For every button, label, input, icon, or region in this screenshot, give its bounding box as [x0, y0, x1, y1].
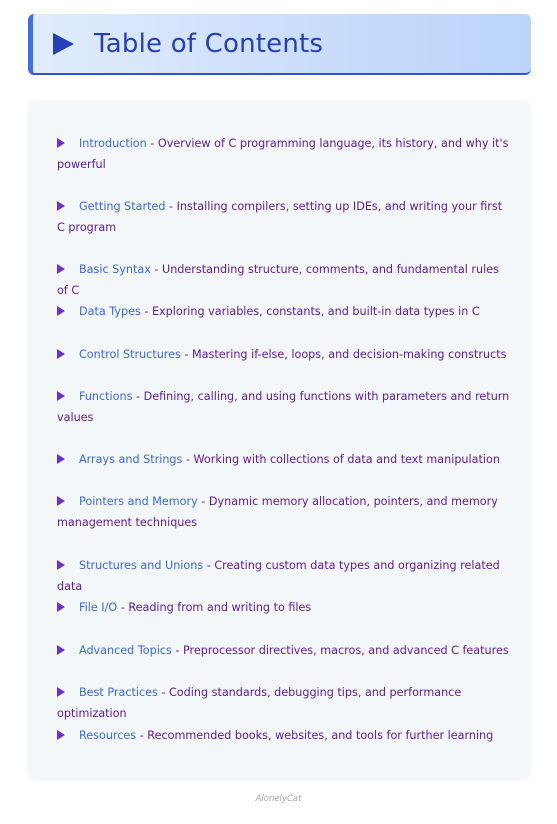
toc-link-basic-syntax[interactable]: Basic Syntax	[79, 263, 151, 276]
toc-item-control-structures	[57, 344, 512, 365]
triangle-right-icon	[57, 730, 65, 740]
toc-description: Exploring variables, constants, and built-in data types in C	[151, 305, 480, 318]
toc-separator: -	[117, 601, 129, 614]
triangle-right-icon	[57, 138, 65, 148]
toc-separator: -	[136, 729, 148, 742]
toc-description: Working with collections of data and text manipulation	[193, 453, 500, 466]
triangle-right-icon	[57, 687, 65, 697]
toc-panel	[28, 100, 531, 779]
toc-item-data-types	[57, 301, 512, 322]
toc-description: Recommended books, websites, and tools for further learning	[147, 729, 494, 742]
toc-separator: -	[165, 200, 177, 213]
footer-credit: AlonelyCat	[255, 794, 302, 804]
toc-link-control-structures[interactable]: Control Structures	[79, 348, 181, 361]
toc-description: Dynamic memory allocation, pointers, and memory management techniques	[57, 495, 498, 529]
toc-description: Understanding structure, comments, and fundamental rules of C	[57, 263, 499, 297]
toc-description: Reading from and writing to files	[128, 601, 312, 614]
toc-separator: -	[146, 137, 158, 150]
toc-separator: -	[171, 644, 183, 657]
toc-item-functions	[57, 386, 512, 428]
toc-separator: -	[150, 263, 163, 276]
toc-item-best-practices	[57, 682, 512, 724]
toc-description: Coding standards, debugging tips, and performance optimization	[57, 686, 462, 720]
toc-link-file-io[interactable]: File I/O	[79, 601, 118, 614]
toc-item-structures-and-unions	[57, 555, 512, 597]
triangle-right-icon	[57, 349, 65, 359]
toc-header	[28, 14, 531, 75]
toc-link-functions[interactable]: Functions	[79, 390, 133, 403]
toc-link-introduction[interactable]: Introduction	[79, 137, 147, 150]
triangle-right-icon	[57, 560, 65, 570]
triangle-right-icon	[57, 454, 65, 464]
triangle-right-icon	[57, 201, 65, 211]
triangle-right-icon	[57, 645, 65, 655]
toc-link-pointers-and-memory[interactable]: Pointers and Memory	[79, 495, 198, 508]
triangle-right-icon	[57, 306, 65, 316]
toc-item-resources	[57, 725, 512, 746]
toc-item-pointers-and-memory	[57, 491, 512, 533]
toc-item-introduction	[57, 133, 512, 175]
toc-description: Preprocessor directives, macros, and advanced C features	[182, 644, 509, 657]
toc-item-advanced-topics	[57, 640, 512, 661]
toc-separator: -	[197, 495, 209, 508]
toc-item-basic-syntax	[57, 259, 512, 301]
toc-item-getting-started	[57, 196, 512, 238]
toc-description: Installing compilers, setting up IDEs, and writing your first C program	[57, 200, 503, 234]
toc-link-best-practices[interactable]: Best Practices	[79, 686, 158, 699]
toc-item-file-io	[57, 597, 512, 618]
toc-link-advanced-topics[interactable]: Advanced Topics	[79, 644, 172, 657]
toc-item-arrays-and-strings	[57, 449, 512, 470]
toc-description: Defining, calling, and using functions with parameters and return values	[57, 390, 510, 424]
toc-link-arrays-and-strings[interactable]: Arrays and Strings	[79, 453, 183, 466]
toc-separator: -	[132, 390, 144, 403]
toc-description: Mastering if-else, loops, and decision-making constructs	[192, 348, 507, 361]
toc-link-structures-and-unions[interactable]: Structures and Unions	[79, 559, 204, 572]
toc-link-resources[interactable]: Resources	[79, 729, 137, 742]
triangle-right-icon	[57, 264, 65, 274]
toc-separator: -	[157, 686, 169, 699]
toc-link-getting-started[interactable]: Getting Started	[79, 200, 166, 213]
page-title: Table of Contents	[94, 28, 324, 59]
toc-separator: -	[203, 559, 215, 572]
triangle-right-icon	[57, 391, 65, 401]
toc-link-data-types[interactable]: Data Types	[79, 305, 141, 318]
triangle-right-icon	[53, 33, 74, 55]
toc-separator: -	[182, 453, 194, 466]
toc-description: Creating custom data types and organizing related data	[57, 559, 500, 593]
toc-description: Overview of C programming language, its history, and why it's powerful	[57, 137, 509, 171]
triangle-right-icon	[57, 602, 65, 612]
triangle-right-icon	[57, 496, 65, 506]
toc-separator: -	[140, 305, 152, 318]
toc-separator: -	[180, 348, 193, 361]
